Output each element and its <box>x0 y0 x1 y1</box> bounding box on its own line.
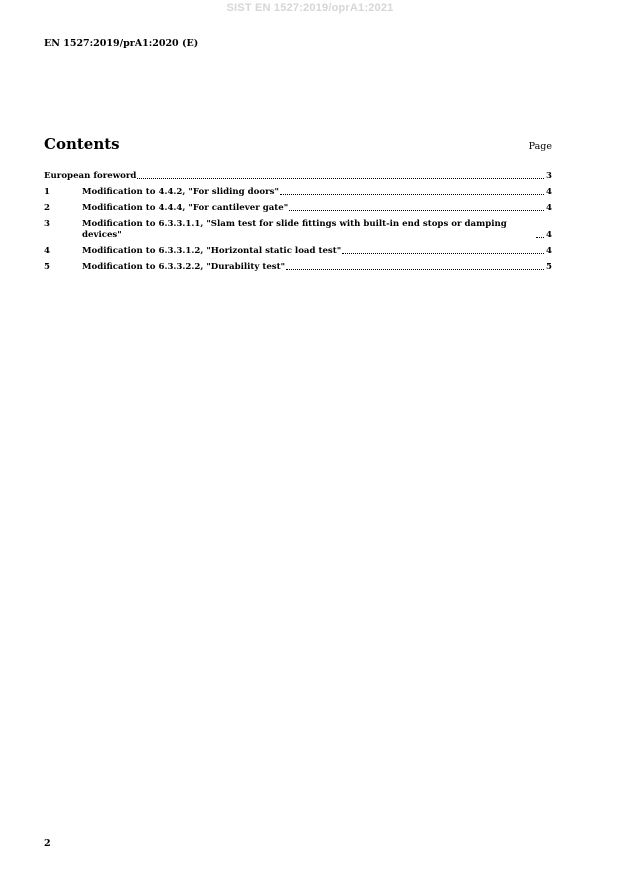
toc-entry-5[interactable] <box>44 262 552 273</box>
contents-title: Contents <box>44 135 120 153</box>
toc-entry-text: Modification to 6.3.3.1.2, "Horizontal static load test" <box>82 246 342 256</box>
toc-entry-2[interactable] <box>44 203 552 214</box>
toc-dot-leader <box>280 193 544 195</box>
watermark: SIST EN 1527:2019/oprA1:2021 <box>226 2 394 14</box>
toc-entry-4[interactable] <box>44 246 552 257</box>
toc-dot-leader <box>289 209 544 211</box>
toc-entry-page: 4 <box>546 203 552 213</box>
toc-entry-foreword[interactable] <box>44 171 552 182</box>
toc-entry-body <box>82 246 552 257</box>
document-id: EN 1527:2019/prA1:2020 (E) <box>44 38 199 49</box>
toc-entry-page: 4 <box>546 187 552 197</box>
toc-entry-page: 4 <box>546 230 552 240</box>
toc-entry-text: European foreword <box>44 171 137 181</box>
toc-entry-page: 3 <box>546 171 552 181</box>
toc-entry-number: 5 <box>44 262 50 272</box>
toc-entry-page: 5 <box>546 262 552 272</box>
table-of-contents <box>44 171 552 278</box>
page-number: 2 <box>44 838 51 849</box>
toc-entry-text: Modification to 4.4.2, "For sliding doors" <box>82 187 279 197</box>
page-column-label: Page <box>528 141 552 152</box>
toc-entry-body <box>44 171 552 182</box>
toc-entry-text: Modification to 6.3.3.1.1, "Slam test for slide fittings with built-in end stops or damping devices" <box>82 219 507 240</box>
toc-dot-leader <box>536 236 544 238</box>
toc-entry-3[interactable] <box>44 219 552 241</box>
toc-entry-body <box>82 219 552 241</box>
contents-header <box>44 135 552 153</box>
toc-dot-leader <box>286 268 544 270</box>
toc-entry-page: 4 <box>546 246 552 256</box>
toc-entry-body <box>82 203 552 214</box>
toc-entry-number: 3 <box>44 219 50 229</box>
toc-entry-number: 1 <box>44 187 50 197</box>
toc-dot-leader <box>137 177 544 179</box>
toc-entry-text: Modification to 6.3.3.2.2, "Durability test" <box>82 262 286 272</box>
toc-entry-body <box>82 262 552 273</box>
toc-entry-1[interactable] <box>44 187 552 198</box>
toc-entry-number: 2 <box>44 203 50 213</box>
toc-entry-text: Modification to 4.4.4, "For cantilever gate" <box>82 203 289 213</box>
toc-entry-number: 4 <box>44 246 50 256</box>
toc-entry-body <box>82 187 552 198</box>
toc-dot-leader <box>342 252 544 254</box>
